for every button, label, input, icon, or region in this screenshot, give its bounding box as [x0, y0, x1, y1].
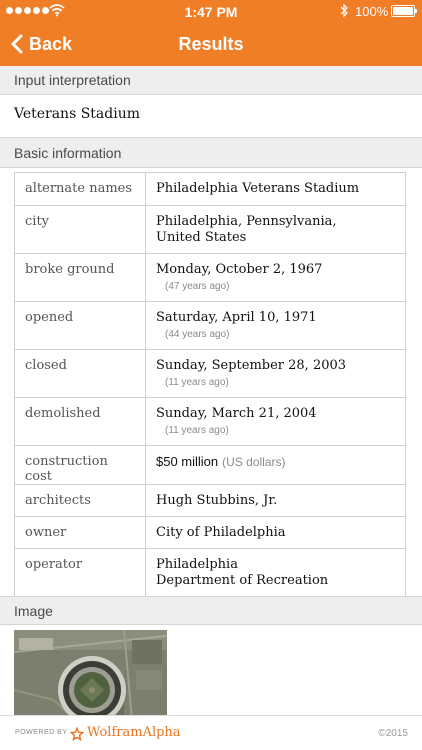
value-line: Sunday, September 28, 2003	[156, 358, 347, 373]
relative-time: (11 years ago)	[165, 425, 229, 436]
table-row	[15, 254, 406, 302]
row-label: architects	[15, 485, 146, 517]
status-bar	[0, 0, 422, 22]
image-header: Image	[0, 596, 422, 625]
value-line: Philadelphia, Pennsylvania,	[156, 214, 337, 229]
table-row	[15, 173, 406, 206]
cost-unit: (US dollars)	[222, 455, 286, 469]
wolframalpha-logo-text[interactable]: WolframAlpha	[87, 725, 181, 740]
page-title: Results	[178, 34, 244, 54]
battery-icon	[391, 5, 415, 17]
navigation-bar	[0, 0, 422, 66]
value-line: Hugh Stubbins, Jr.	[156, 493, 278, 508]
row-label: broke ground	[15, 254, 146, 302]
row-label: closed	[15, 350, 146, 398]
row-label: city	[15, 206, 146, 254]
table-row	[15, 350, 406, 398]
row-value	[146, 517, 406, 549]
row-value	[146, 302, 406, 350]
row-value	[146, 350, 406, 398]
row-value	[146, 549, 406, 597]
table-row	[15, 549, 406, 597]
basic-information-header: Basic information	[0, 137, 422, 168]
row-label: construction cost	[15, 446, 146, 485]
row-label: demolished	[15, 398, 146, 446]
row-label: owner	[15, 517, 146, 549]
row-value	[146, 173, 406, 206]
bluetooth-icon	[339, 3, 349, 18]
wolfram-star-icon	[69, 726, 85, 742]
row-label: operator	[15, 549, 146, 597]
table-row	[15, 398, 406, 446]
value-line: Sunday, March 21, 2004	[156, 406, 317, 421]
row-value	[146, 206, 406, 254]
input-interpretation-header: Input interpretation	[0, 66, 422, 95]
footer	[0, 715, 422, 750]
chevron-left-icon	[10, 34, 23, 54]
value-line: Philadelphia	[156, 557, 238, 572]
row-value	[146, 485, 406, 517]
table-row	[15, 517, 406, 549]
value-line: Department of Recreation	[156, 573, 329, 588]
row-label: opened	[15, 302, 146, 350]
row-label: alternate names	[15, 173, 146, 206]
status-time: 1:47 PM	[184, 4, 238, 20]
table-row	[15, 206, 406, 254]
basic-information-table	[14, 172, 406, 597]
relative-time: (47 years ago)	[165, 281, 230, 292]
back-label: Back	[29, 33, 73, 54]
table-row	[15, 302, 406, 350]
battery-percent: 100%	[355, 4, 389, 19]
copyright: ©2015	[378, 728, 408, 739]
row-value	[146, 446, 406, 485]
input-interpretation-value: Veterans Stadium	[14, 106, 141, 122]
stadium-aerial-image[interactable]	[14, 630, 167, 720]
row-value	[146, 398, 406, 446]
value-line: Saturday, April 10, 1971	[156, 310, 317, 325]
row-value	[146, 254, 406, 302]
value-line: Monday, October 2, 1967	[156, 262, 323, 277]
relative-time: (11 years ago)	[165, 377, 229, 388]
relative-time: (44 years ago)	[165, 329, 230, 340]
value-line: United States	[156, 230, 247, 245]
cost-amount: $50 million	[156, 454, 219, 469]
value-line: Philadelphia Veterans Stadium	[156, 181, 360, 196]
table-row	[15, 446, 406, 485]
value-line: City of Philadelphia	[156, 525, 286, 540]
powered-by-label: POWERED BY	[15, 729, 68, 736]
back-button[interactable]	[10, 30, 72, 58]
table-row	[15, 485, 406, 517]
